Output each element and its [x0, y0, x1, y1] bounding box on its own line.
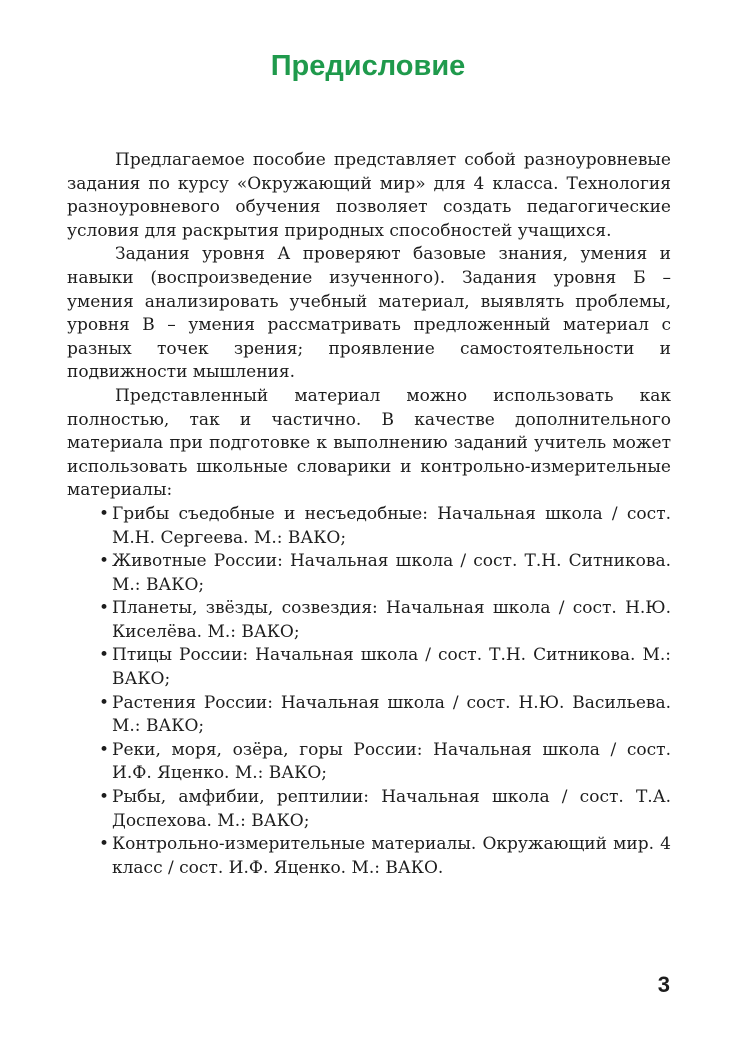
reference-item-animals: • Животные России: Начальная школа / сост. Т.Н. Ситникова. М.: ВАКО; — [112, 550, 671, 597]
paragraph-levels: Задания уровня А проверяют базовые знания, умения и навыки (воспроизведение изученного). Задания уровня Б – умения анализировать учебный материал, выявлять проблемы, уровня В – умения рассматривать предложенный материал с разных точек зрения; проявление самостоятельности и подвижности мышления. — [67, 244, 671, 383]
reference-item-plants: • Растения России: Начальная школа / сост. Н.Ю. Васильева. М.: ВАКО; — [112, 692, 671, 739]
reference-item-rivers: • Реки, моря, озёра, горы России: Начальная школа / сост. И.Ф. Яценко. М.: ВАКО; — [112, 739, 671, 786]
reference-item-birds: • Птицы России: Начальная школа / сост. Т.Н. Ситникова. М.: ВАКО; — [112, 644, 671, 691]
preface-body — [67, 149, 671, 880]
page-title: Предисловие — [270, 50, 466, 82]
reference-item-tests: • Контрольно-измерительные материалы. Окружающий мир. 4 класс / сост. И.Ф. Яценко. М.: ВАКО. — [112, 833, 671, 880]
page-number: 3 — [657, 972, 670, 997]
reference-item-mushrooms: • Грибы съедобные и несъедобные: Начальная школа / сост. М.Н. Сергеева. М.: ВАКО; — [112, 503, 671, 550]
paragraph-intro: Предлагаемое пособие представляет собой разноуровневые задания по курсу «Окружающий мир» для 4 класса. Технология разноуровневого обучения позволяет создать педагогические условия для раскрытия природных способностей учащихся. — [67, 150, 671, 241]
reference-item-fish: • Рыбы, амфибии, рептилии: Начальная школа / сост. Т.А. Доспехова. М.: ВАКО; — [112, 786, 671, 833]
paragraph-usage: Представленный материал можно использовать как полностью, так и частично. В качестве дополнительного материала при подготовке к выполнению заданий учитель может использовать школьные словарики и контрольно-измерительные материалы: — [67, 385, 671, 501]
reference-item-planets: • Планеты, звёзды, созвездия: Начальная школа / сост. Н.Ю. Киселёва. М.: ВАКО; — [112, 597, 671, 644]
reference-list — [67, 503, 671, 881]
